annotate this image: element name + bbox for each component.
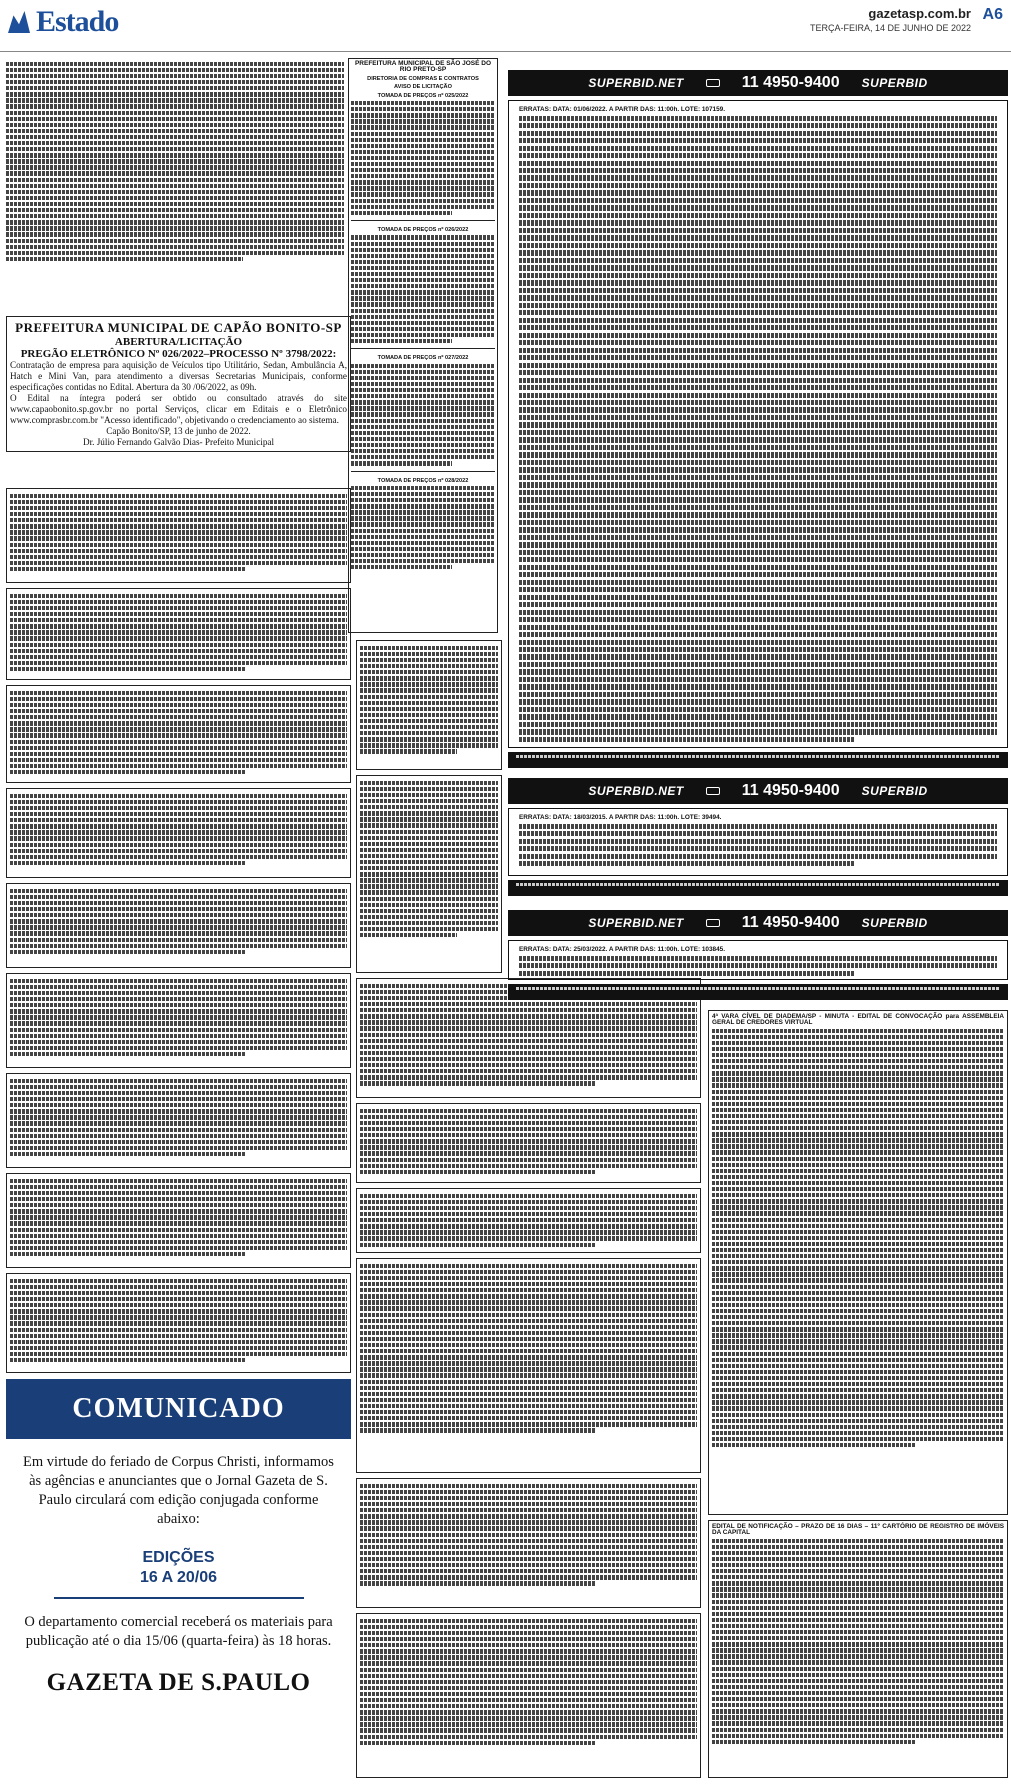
superbid-phone: 11 4950-9400 bbox=[741, 914, 840, 931]
editions-dates: 16 A 20/06 bbox=[139, 1569, 218, 1586]
edital-notificacao-mid bbox=[356, 1258, 701, 1473]
comunicado-text: Em virtude do feriado de Corpus Christi, informamos às agências e anunciantes que o Jornal Gazeta de S. Paulo circulará com edição conjugada conforme abaixo: bbox=[23, 1454, 334, 1527]
superbid-brand: SUPERBID.NET bbox=[588, 76, 684, 90]
superbid-phone: 11 4950-9400 bbox=[741, 782, 840, 799]
capao-body: Contratação de empresa para aquisição de Veículos tipo Utilitário, Sedan, Ambulância A, Hatch e Mini Van, para atendimento a diversas Secretarias Municipais, conforme especificações contidas no Edital. Abertura da 30 /06/2022, as 09h. bbox=[10, 360, 347, 392]
edital-citacao-wide-2 bbox=[356, 1103, 701, 1183]
superbid-footer-1 bbox=[508, 752, 1008, 768]
edital-citacao-5 bbox=[6, 883, 351, 968]
edital-citacao-bottom bbox=[356, 1613, 701, 1778]
capao-body2: O Edital na íntegra poderá ser obtido ou consultado através do site www.capaobonito.sp.gov.br no portal Serviços, clicar em Editais e o Eletrônico www.comprasbr.com.br "Acesso identificado", objetivando o credenciamento ao sistema. bbox=[10, 393, 347, 425]
gazeta-logo: GAZETA DE S.PAULO bbox=[46, 1669, 311, 1696]
capao-title: PREFEITURA MUNICIPAL DE CAPÃO BONITO-SP bbox=[15, 320, 342, 335]
errata-2-heading: ERRATAS: DATA: 18/03/2015. A PARTIR DAS: 11:00h. LOTE: 39494. bbox=[519, 814, 722, 821]
edital-citacao-9 bbox=[6, 1273, 351, 1373]
diadema-assembleia-notice bbox=[708, 1010, 1008, 1515]
section-name: Estado bbox=[36, 5, 119, 38]
tomada-precos-4: TOMADA DE PREÇOS nº 028/2022 bbox=[377, 477, 469, 484]
edital-citacao-wide-3 bbox=[356, 1188, 701, 1253]
edital-citacao-mid-1 bbox=[356, 640, 502, 770]
sao-jose-dept: DIRETORIA DE COMPRAS E CONTRATOS bbox=[367, 75, 479, 82]
hammer-icon bbox=[706, 787, 720, 795]
edital-citacao-3 bbox=[6, 685, 351, 783]
divider bbox=[54, 1597, 304, 1599]
errata-1-heading: ERRATAS: DATA: 01/06/2022. A PARTIR DAS: 11:00h. LOTE: 107159. bbox=[519, 106, 725, 113]
capao-bonito-notice bbox=[6, 316, 351, 452]
edital-citacao-8 bbox=[6, 1173, 351, 1268]
vara-fazenda-notice bbox=[356, 1478, 701, 1608]
capao-pregao: PREGÃO ELETRÔNICO Nº 026/2022–PROCESSO Nº 3798/2022: bbox=[20, 348, 337, 360]
superbid-brand: SUPERBID.NET bbox=[588, 916, 684, 930]
comunicado-box bbox=[6, 1379, 351, 1774]
superbid-logo: SUPERBID bbox=[861, 784, 928, 798]
edital-citacao-2 bbox=[6, 588, 351, 680]
sao-jose-title: PREFEITURA MUNICIPAL DE SÃO JOSÉ DO RIO PRETO-SP bbox=[354, 60, 492, 74]
site-url[interactable]: gazetasp.com.br bbox=[868, 6, 971, 21]
sao-jose-notice bbox=[348, 58, 498, 633]
edital-citacao-1 bbox=[6, 488, 351, 583]
capao-subtitle: ABERTURA/LICITAÇÃO bbox=[114, 336, 243, 348]
comunicado-deadline: O departamento comercial receberá os materiais para publicação até o dia 15/06 (quarta-feira) às 18 horas. bbox=[24, 1614, 333, 1649]
notice-text bbox=[6, 62, 344, 261]
capao-signer: Dr. Júlio Fernando Galvão Dias- Prefeito Municipal bbox=[82, 437, 275, 447]
cartorio-title: EDITAL DE NOTIFICAÇÃO – PRAZO DE 16 DIAS – 11º CARTÓRIO DE REGISTRO DE IMÓVEIS DA CAPITAL bbox=[712, 1523, 1004, 1537]
superbid-logo: SUPERBID bbox=[861, 76, 928, 90]
tomada-precos-3: TOMADA DE PREÇOS nº 027/2022 bbox=[377, 355, 469, 362]
issue-date: TERÇA-FEIRA, 14 DE JUNHO DE 2022 bbox=[809, 23, 971, 33]
edital-citacao-4 bbox=[6, 788, 351, 878]
edital-citacao-mid-2 bbox=[356, 775, 502, 973]
errata-3-heading: ERRATAS: DATA: 25/03/2022. A PARTIR DAS: 11:00h. LOTE: 103845. bbox=[519, 946, 725, 953]
superbid-banner-1 bbox=[508, 70, 1008, 96]
editions-label: EDIÇÕES bbox=[142, 1549, 215, 1566]
superbid-banner-2 bbox=[508, 778, 1008, 804]
tomada-precos-2: TOMADA DE PREÇOS nº 026/2022 bbox=[377, 227, 469, 234]
superbid-brand: SUPERBID.NET bbox=[588, 784, 684, 798]
superbid-banner-3 bbox=[508, 910, 1008, 936]
tomada-precos-1: TOMADA DE PREÇOS nº 025/2022 bbox=[377, 92, 469, 99]
superbid-errata-3 bbox=[508, 940, 1008, 980]
page-number: A6 bbox=[982, 6, 1003, 23]
page-header bbox=[0, 0, 1011, 52]
superbid-errata-2 bbox=[508, 808, 1008, 876]
edital-citacao-6 bbox=[6, 973, 351, 1068]
superbid-errata-1 bbox=[508, 100, 1008, 748]
superbid-logo: SUPERBID bbox=[861, 916, 928, 930]
newspaper-logo bbox=[8, 4, 118, 40]
superbid-footer-2 bbox=[508, 880, 1008, 896]
comunicado-title: COMUNICADO bbox=[6, 1379, 351, 1439]
logo-mark-icon bbox=[8, 11, 30, 33]
capao-place: Capão Bonito/SP, 13 de junho de 2022. bbox=[106, 426, 251, 436]
diadema-title: 4ª VARA CÍVEL DE DIADEMA/SP - MINUTA - EDITAL DE CONVOCAÇÃO para ASSEMBLEIA GERAL DE CREDORES VIRTUAL bbox=[712, 1013, 1004, 1027]
hammer-icon bbox=[706, 79, 720, 87]
superbid-footer-3 bbox=[508, 984, 1008, 1000]
cartorio-notificacao-notice bbox=[708, 1520, 1008, 1778]
hammer-icon bbox=[706, 919, 720, 927]
sao-jose-aviso: AVISO DE LICITAÇÃO bbox=[394, 84, 452, 91]
edital-citacao-7 bbox=[6, 1073, 351, 1168]
superbid-phone: 11 4950-9400 bbox=[741, 74, 840, 91]
notice-top-left bbox=[6, 60, 344, 305]
